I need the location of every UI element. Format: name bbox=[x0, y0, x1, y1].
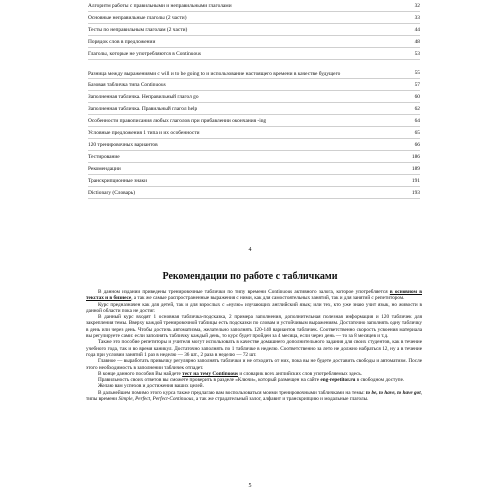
emphasis: to be, to have, to have got bbox=[366, 389, 421, 396]
text: , а так же страдательный залог, алфавит и транскрипцию и модальные глаголы. bbox=[193, 396, 369, 403]
text: в свободном доступе. bbox=[355, 377, 405, 384]
toc-entry-page: 65 bbox=[414, 130, 420, 136]
text: Правильность своих ответов вы сможете проверить в разделе «Ключи», который размещен на сайте bbox=[98, 377, 321, 384]
toc-entry-title: Транскрипционные знаки bbox=[88, 178, 148, 184]
toc-entry-title: Заполненная табличка. Правильный глагол help bbox=[88, 106, 198, 112]
paragraph: Желаю вам успехов и достижения ваших целей. bbox=[98, 383, 204, 390]
toc-entry[interactable] bbox=[88, 48, 420, 60]
text: В дальнейшем помимо этого курса также предлагаю вам воспользоваться моими тренировочными табличками на темы: bbox=[98, 389, 367, 396]
recommendations-title: Рекомендации по работе с табличками bbox=[162, 271, 338, 282]
toc-entry-page: 64 bbox=[414, 118, 420, 124]
toc-entry-title: Условные предложения 1 типа и их особенности bbox=[88, 130, 200, 136]
paragraph: В данный курс входят 1 основная табличка-подсказка, 2 примера заполнения, дополнительная полезная информация и 120 табличек для закрепления темы. Вверху каждой тренировочной таблицы есть подсказки по словам и устойчивым выражениям. Достаточно заполнять одну табличку в день или через день. Чтобы достичь автоматизма, желательно заполнять 120-140 вариантов табличек. Соответственно скорость усвоения материала вы регулируете сами: если заполнять табличку каждый день, то курс будет пройден за 4 месяца, если через день — то за 8 месяцев и т.д. bbox=[86, 314, 422, 340]
toc-entry-title: Базовая табличка типа Continuous bbox=[88, 82, 166, 88]
toc-entry-page: 44 bbox=[414, 27, 420, 33]
text: , типы времени bbox=[86, 389, 422, 403]
toc-entry[interactable] bbox=[88, 79, 420, 91]
paragraph: Главное — выработать привычку регулярно заполнять таблички и не отходить от них, пока вы не будете доставить свободы и автоматизм. После этого необходимость в заполнении табличек отпадет. bbox=[86, 358, 422, 371]
toc-entry[interactable] bbox=[88, 24, 420, 36]
toc-entry-title: Рекомендации bbox=[88, 166, 121, 172]
emphasis: Simple, Perfect, Perfect-Continuous bbox=[118, 396, 194, 403]
paragraph bbox=[86, 289, 422, 302]
text: В данном издании приведены тренировочные таблички по типу времени Continuous активного залога, которое употребляется bbox=[98, 289, 390, 295]
toc-entry-page: 57 bbox=[414, 82, 420, 88]
site-link[interactable]: eng-repetitor.ru bbox=[320, 377, 356, 384]
text: , а так же самые распространенные выражения с ними, как для самостоятельных занятий, так и для занятий с репетитором. bbox=[131, 295, 405, 302]
toc-entry[interactable] bbox=[88, 127, 420, 139]
text: В конце данного пособия Вы найдете bbox=[98, 370, 183, 377]
toc-entry[interactable] bbox=[88, 103, 420, 115]
toc-entry-title: Заполненная табличка. Неправильный глагол go bbox=[88, 94, 199, 100]
toc-entry-page: 32 bbox=[414, 3, 420, 9]
toc-entry-page: 189 bbox=[411, 166, 420, 172]
toc-entry[interactable] bbox=[88, 36, 420, 48]
toc-entry[interactable] bbox=[88, 0, 420, 12]
toc-entry-page: 53 bbox=[414, 51, 420, 57]
toc-entry-title: Тестирование bbox=[88, 154, 120, 160]
paragraph: Также это пособие репетиторы и учителя могут использовать в качестве домашнего дополнительного задания для своих студентов, как в течение учебного года, так и во время каникул. Достаточно заполнять по 1 табличке в неделю. Соответственно за лето не должно набраться 12, ну а в течение года при условии занятий 1 раз в неделю — 36 шт., 2 раза в неделю — 72 шт. bbox=[86, 339, 422, 358]
toc-entry-page: 48 bbox=[414, 39, 420, 45]
toc-entry-title: Порядок слов в предложении bbox=[88, 39, 156, 45]
text: и словарик всех английских слов употребляемых здесь. bbox=[238, 370, 363, 377]
toc-entry-title: Разница между выражениями с will и to be going to и использование настоящего времени в качестве будущего bbox=[88, 70, 341, 77]
toc-entry[interactable] bbox=[88, 60, 420, 79]
toc-entry[interactable] bbox=[88, 139, 420, 151]
toc-entry-page: 193 bbox=[411, 190, 420, 196]
toc-entry-title: 120 тренировочных вариантов bbox=[88, 142, 158, 148]
toc-entry[interactable] bbox=[88, 163, 420, 175]
toc-entry[interactable] bbox=[88, 151, 420, 163]
toc-entry-title: Глаголы, которые не употребляются в Continuous bbox=[88, 51, 201, 57]
toc-entry-page: 60 bbox=[414, 94, 420, 100]
toc-entry[interactable] bbox=[88, 12, 420, 24]
toc-entry-page: 33 bbox=[414, 15, 420, 21]
toc-entry-page: 62 bbox=[414, 106, 420, 112]
table-of-contents bbox=[88, 0, 420, 199]
recommendations-body bbox=[86, 289, 422, 402]
emphasis: в основном в текстах и в бизнесе bbox=[86, 289, 422, 302]
toc-entry-page: 186 bbox=[411, 154, 420, 160]
paragraph: Курс предназначен как для детей, так и для взрослых с «нулю» изучающих английский язык; или тех, кто уже знаю учит язык, но живости в данной области пока не достиг. bbox=[86, 301, 422, 314]
emphasis: тест на тему Continuous bbox=[182, 370, 239, 377]
toc-entry-title: Dictionary (Словарь) bbox=[88, 190, 135, 196]
toc-entry-title: Тесты по неправильным глаголам (2 части) bbox=[88, 27, 188, 33]
toc-entry-page: 66 bbox=[414, 142, 420, 148]
page-number-top: 4 bbox=[248, 247, 252, 253]
toc-entry[interactable] bbox=[88, 91, 420, 103]
page-number-bottom: 5 bbox=[248, 483, 252, 489]
toc-entry-title: Алгоритм работы с правильными и неправильными глаголами bbox=[88, 3, 232, 9]
toc-entry[interactable] bbox=[88, 175, 420, 187]
toc-entry-title: Основные неправильные глаголы (2 части) bbox=[88, 15, 187, 21]
toc-entry[interactable] bbox=[88, 115, 420, 127]
toc-entry[interactable] bbox=[88, 187, 420, 199]
toc-entry-page: 191 bbox=[411, 178, 420, 184]
toc-entry-title: Особенности правописания любых глаголов при прибавлении окончания -ing bbox=[88, 118, 267, 124]
paragraph bbox=[86, 390, 422, 403]
toc-entry-page: 55 bbox=[414, 70, 420, 76]
